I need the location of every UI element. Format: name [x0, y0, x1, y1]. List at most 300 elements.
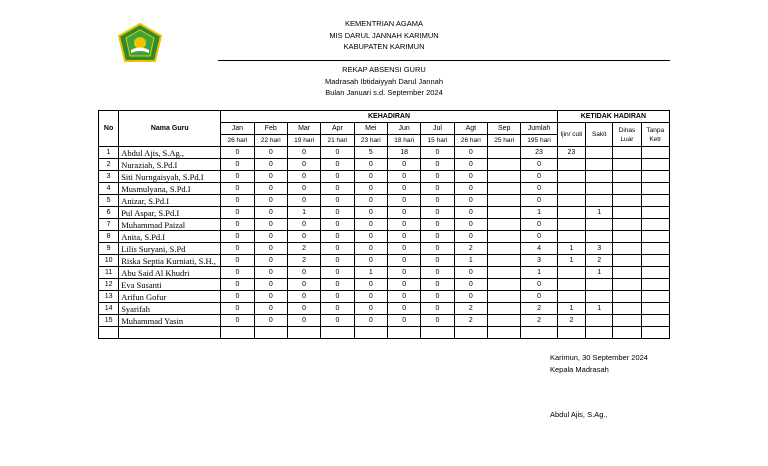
- attendance-cell: 0: [354, 279, 387, 291]
- table-body: [99, 147, 670, 339]
- attendance-cell: [488, 291, 521, 303]
- empty-cell: [221, 327, 254, 339]
- signature-block: [550, 352, 648, 376]
- col-ketidak-hadiran: KETIDAK HADIRAN: [557, 111, 669, 123]
- attendance-cell: 18: [387, 147, 420, 159]
- attendance-cell: 0: [287, 219, 320, 231]
- absence-cell: [557, 267, 585, 279]
- table-row: [99, 315, 670, 327]
- header-ministry: KEMENTRIAN AGAMA: [345, 19, 423, 28]
- empty-cell: [557, 327, 585, 339]
- attendance-cell: 2: [454, 243, 487, 255]
- attendance-cell: 0: [421, 291, 454, 303]
- teacher-name: Musmulyana, S.Pd.I: [119, 183, 221, 195]
- attendance-cell: 0: [287, 183, 320, 195]
- attendance-cell: [488, 183, 521, 195]
- month-header: Feb: [254, 123, 287, 135]
- attendance-cell: 0: [421, 159, 454, 171]
- absence-cell: 1: [557, 243, 585, 255]
- attendance-cell: 0: [421, 267, 454, 279]
- attendance-cell: 0: [521, 291, 557, 303]
- attendance-cell: 0: [221, 255, 254, 267]
- attendance-cell: 0: [321, 315, 354, 327]
- attendance-cell: 0: [287, 147, 320, 159]
- empty-cell: [99, 327, 119, 339]
- absence-cell: [641, 291, 669, 303]
- attendance-cell: 0: [221, 171, 254, 183]
- attendance-cell: [488, 219, 521, 231]
- attendance-cell: 0: [387, 279, 420, 291]
- attendance-cell: [488, 207, 521, 219]
- attendance-cell: [488, 171, 521, 183]
- attendance-cell: 0: [221, 231, 254, 243]
- days-cell: 195 hari: [521, 135, 557, 147]
- empty-cell: [641, 327, 669, 339]
- col-kehadiran: KEHADIRAN: [221, 111, 558, 123]
- absence-header: Dinas Luar: [613, 123, 641, 147]
- attendance-cell: 1: [454, 255, 487, 267]
- attendance-cell: 0: [387, 171, 420, 183]
- attendance-cell: 0: [354, 159, 387, 171]
- absence-cell: [613, 279, 641, 291]
- attendance-cell: 0: [354, 255, 387, 267]
- absence-cell: [613, 219, 641, 231]
- attendance-cell: 1: [521, 267, 557, 279]
- absence-cell: [557, 219, 585, 231]
- row-number: 11: [99, 267, 119, 279]
- attendance-cell: 0: [354, 171, 387, 183]
- attendance-cell: 2: [521, 303, 557, 315]
- attendance-cell: 0: [454, 195, 487, 207]
- attendance-cell: 0: [321, 207, 354, 219]
- attendance-cell: 0: [387, 159, 420, 171]
- absence-cell: [641, 171, 669, 183]
- empty-cell: [287, 327, 320, 339]
- table-row: [99, 219, 670, 231]
- attendance-cell: 0: [454, 267, 487, 279]
- attendance-cell: 0: [354, 243, 387, 255]
- row-number: 15: [99, 315, 119, 327]
- month-header: Mei: [354, 123, 387, 135]
- empty-row: [99, 327, 670, 339]
- row-number: 3: [99, 171, 119, 183]
- attendance-cell: 0: [454, 171, 487, 183]
- attendance-table: [98, 110, 670, 339]
- absence-cell: [613, 147, 641, 159]
- absence-cell: [613, 183, 641, 195]
- col-no: No: [99, 111, 119, 147]
- absence-cell: [586, 315, 613, 327]
- absence-cell: [641, 231, 669, 243]
- attendance-cell: 0: [421, 243, 454, 255]
- header-block: [0, 18, 768, 53]
- attendance-cell: 0: [254, 231, 287, 243]
- attendance-cell: 4: [521, 243, 557, 255]
- table-row: [99, 183, 670, 195]
- month-header: Jun: [387, 123, 420, 135]
- signature-date: Karimun, 30 September 2024: [550, 353, 648, 362]
- attendance-cell: 0: [354, 183, 387, 195]
- attendance-cell: 0: [254, 207, 287, 219]
- teacher-name: Riska Septia Kurniati, S.H.,: [119, 255, 221, 267]
- absence-cell: 1: [586, 267, 613, 279]
- header-school: MIS DARUL JANNAH KARIMUN: [329, 30, 439, 40]
- absence-cell: [613, 243, 641, 255]
- table-row: [99, 159, 670, 171]
- attendance-cell: 0: [254, 303, 287, 315]
- attendance-cell: 1: [521, 207, 557, 219]
- absence-cell: 1: [586, 207, 613, 219]
- empty-cell: [421, 327, 454, 339]
- absence-cell: [613, 159, 641, 171]
- attendance-cell: 0: [254, 171, 287, 183]
- attendance-cell: 0: [321, 171, 354, 183]
- absence-cell: [613, 291, 641, 303]
- attendance-cell: [488, 231, 521, 243]
- attendance-cell: 0: [254, 279, 287, 291]
- row-number: 5: [99, 195, 119, 207]
- attendance-cell: 0: [254, 267, 287, 279]
- days-cell: 26 hari: [221, 135, 254, 147]
- attendance-cell: 0: [454, 231, 487, 243]
- row-number: 12: [99, 279, 119, 291]
- attendance-cell: 0: [321, 219, 354, 231]
- absence-cell: [613, 255, 641, 267]
- empty-cell: [254, 327, 287, 339]
- attendance-cell: 0: [221, 303, 254, 315]
- attendance-cell: 0: [521, 231, 557, 243]
- teacher-name: Eva Susanti: [119, 279, 221, 291]
- attendance-cell: 0: [387, 303, 420, 315]
- absence-cell: [641, 183, 669, 195]
- absence-cell: 1: [586, 303, 613, 315]
- absence-cell: [586, 159, 613, 171]
- attendance-cell: 0: [354, 291, 387, 303]
- report-period: Bulan Januari s.d. September 2024: [325, 88, 443, 97]
- teacher-name: Abu Said Al Khudri: [119, 267, 221, 279]
- attendance-cell: 5: [354, 147, 387, 159]
- attendance-cell: 0: [387, 207, 420, 219]
- attendance-cell: 2: [454, 303, 487, 315]
- row-number: 9: [99, 243, 119, 255]
- attendance-cell: 0: [387, 243, 420, 255]
- absence-cell: [641, 243, 669, 255]
- attendance-cell: 0: [287, 171, 320, 183]
- attendance-cell: 0: [454, 159, 487, 171]
- attendance-cell: 0: [321, 195, 354, 207]
- absence-cell: [586, 231, 613, 243]
- empty-cell: [321, 327, 354, 339]
- attendance-cell: 0: [421, 207, 454, 219]
- attendance-cell: 0: [321, 291, 354, 303]
- attendance-cell: 0: [321, 159, 354, 171]
- attendance-cell: 0: [287, 303, 320, 315]
- attendance-cell: 0: [354, 195, 387, 207]
- days-cell: 15 hari: [421, 135, 454, 147]
- attendance-cell: 23: [521, 147, 557, 159]
- days-cell: 25 hari: [488, 135, 521, 147]
- absence-cell: [586, 219, 613, 231]
- absence-cell: [613, 303, 641, 315]
- row-number: 8: [99, 231, 119, 243]
- attendance-cell: 0: [321, 303, 354, 315]
- attendance-cell: 0: [387, 315, 420, 327]
- attendance-cell: 0: [287, 231, 320, 243]
- days-cell: 26 hari: [454, 135, 487, 147]
- attendance-cell: 0: [221, 183, 254, 195]
- attendance-cell: 0: [321, 255, 354, 267]
- attendance-cell: 0: [354, 315, 387, 327]
- empty-cell: [613, 327, 641, 339]
- attendance-cell: 0: [421, 219, 454, 231]
- absence-cell: [641, 219, 669, 231]
- absence-cell: [613, 195, 641, 207]
- empty-cell: [488, 327, 521, 339]
- absence-header: Sakit: [586, 123, 613, 147]
- attendance-cell: 0: [521, 279, 557, 291]
- table-row: [99, 171, 670, 183]
- attendance-cell: 1: [354, 267, 387, 279]
- table-row: [99, 279, 670, 291]
- absence-cell: 3: [586, 243, 613, 255]
- row-number: 7: [99, 219, 119, 231]
- attendance-cell: 0: [421, 279, 454, 291]
- attendance-cell: 0: [321, 267, 354, 279]
- attendance-cell: 0: [354, 207, 387, 219]
- attendance-cell: 0: [221, 147, 254, 159]
- attendance-cell: 0: [421, 183, 454, 195]
- attendance-cell: 0: [387, 195, 420, 207]
- attendance-cell: 0: [521, 195, 557, 207]
- table-row: [99, 255, 670, 267]
- attendance-cell: 0: [221, 219, 254, 231]
- teacher-name: Arifun Gofur: [119, 291, 221, 303]
- empty-cell: [454, 327, 487, 339]
- empty-cell: [119, 327, 221, 339]
- attendance-cell: 0: [287, 315, 320, 327]
- attendance-cell: 0: [221, 159, 254, 171]
- attendance-cell: 0: [421, 195, 454, 207]
- attendance-cell: 0: [421, 255, 454, 267]
- attendance-cell: 0: [254, 159, 287, 171]
- table-row: [99, 291, 670, 303]
- attendance-cell: [488, 147, 521, 159]
- attendance-cell: 0: [521, 171, 557, 183]
- absence-cell: [641, 195, 669, 207]
- absence-cell: [557, 291, 585, 303]
- days-cell: 23 hari: [354, 135, 387, 147]
- days-cell: 19 hari: [287, 135, 320, 147]
- attendance-cell: 0: [221, 195, 254, 207]
- absence-cell: [613, 231, 641, 243]
- attendance-cell: 0: [421, 315, 454, 327]
- attendance-cell: 0: [254, 315, 287, 327]
- report-school: Madrasah Ibtidaiyyah Darul Jannah: [325, 76, 443, 86]
- table-row: [99, 303, 670, 315]
- attendance-cell: 2: [454, 315, 487, 327]
- attendance-cell: 0: [287, 279, 320, 291]
- absence-cell: [613, 315, 641, 327]
- absence-cell: 1: [557, 303, 585, 315]
- attendance-cell: 0: [521, 183, 557, 195]
- attendance-cell: 0: [287, 159, 320, 171]
- absence-cell: [586, 183, 613, 195]
- teacher-name: Nuraziah, S.Pd.I: [119, 159, 221, 171]
- attendance-cell: 0: [421, 171, 454, 183]
- report-title-block: [0, 64, 768, 99]
- absence-cell: [586, 147, 613, 159]
- attendance-cell: 0: [387, 267, 420, 279]
- absence-cell: [586, 195, 613, 207]
- absence-cell: [641, 279, 669, 291]
- attendance-cell: [488, 267, 521, 279]
- absence-cell: [557, 231, 585, 243]
- row-number: 2: [99, 159, 119, 171]
- absence-cell: [557, 207, 585, 219]
- attendance-cell: 0: [387, 183, 420, 195]
- absence-cell: [586, 291, 613, 303]
- header-region: KABUPATEN KARIMUN: [343, 42, 425, 51]
- absence-cell: [557, 195, 585, 207]
- attendance-cell: 0: [254, 147, 287, 159]
- month-header: Jan: [221, 123, 254, 135]
- attendance-cell: [488, 243, 521, 255]
- attendance-cell: 0: [454, 279, 487, 291]
- attendance-cell: [488, 255, 521, 267]
- teacher-name: Pul Aspar, S.Pd.I: [119, 207, 221, 219]
- attendance-cell: 0: [387, 291, 420, 303]
- attendance-cell: 0: [354, 231, 387, 243]
- absence-cell: 1: [557, 255, 585, 267]
- attendance-cell: 0: [221, 279, 254, 291]
- attendance-cell: 2: [287, 255, 320, 267]
- table-row: [99, 147, 670, 159]
- attendance-cell: 0: [387, 255, 420, 267]
- absence-cell: [641, 147, 669, 159]
- attendance-cell: 0: [354, 219, 387, 231]
- attendance-cell: 0: [221, 207, 254, 219]
- row-number: 14: [99, 303, 119, 315]
- attendance-cell: 0: [521, 159, 557, 171]
- attendance-cell: 0: [221, 315, 254, 327]
- absence-cell: [641, 207, 669, 219]
- attendance-cell: 0: [254, 195, 287, 207]
- table-row: [99, 231, 670, 243]
- teacher-name: Abdul Ajis, S.Ag.,: [119, 147, 221, 159]
- days-cell: 21 hari: [321, 135, 354, 147]
- col-name: Nama Guru: [119, 111, 221, 147]
- teacher-name: Anita, S.Pd.I: [119, 231, 221, 243]
- month-header: Jumlah: [521, 123, 557, 135]
- empty-cell: [387, 327, 420, 339]
- attendance-cell: 3: [521, 255, 557, 267]
- attendance-cell: 0: [454, 207, 487, 219]
- attendance-cell: 0: [387, 231, 420, 243]
- teacher-name: Siti Nurngaisyah, S.Pd.I: [119, 171, 221, 183]
- month-header: Sep: [488, 123, 521, 135]
- attendance-cell: 2: [287, 243, 320, 255]
- attendance-cell: 0: [421, 303, 454, 315]
- row-number: 1: [99, 147, 119, 159]
- table-row: [99, 195, 670, 207]
- signature-position: Kepala Madrasah: [550, 365, 609, 374]
- month-header: Apr: [321, 123, 354, 135]
- month-header: Jul: [421, 123, 454, 135]
- absence-cell: 2: [586, 255, 613, 267]
- attendance-cell: 0: [454, 147, 487, 159]
- teacher-name: Muhammad Yasin: [119, 315, 221, 327]
- absence-cell: [557, 159, 585, 171]
- absence-cell: [586, 171, 613, 183]
- month-header: Agt: [454, 123, 487, 135]
- attendance-cell: 0: [254, 183, 287, 195]
- attendance-cell: 0: [454, 183, 487, 195]
- absence-cell: [613, 171, 641, 183]
- absence-cell: [641, 303, 669, 315]
- attendance-cell: 0: [221, 243, 254, 255]
- absence-header: Ijin/ cuti: [557, 123, 585, 147]
- attendance-cell: 0: [321, 279, 354, 291]
- row-number: 13: [99, 291, 119, 303]
- absence-cell: [613, 267, 641, 279]
- attendance-cell: 0: [321, 147, 354, 159]
- absence-cell: [613, 207, 641, 219]
- absence-cell: [557, 171, 585, 183]
- attendance-cell: 0: [321, 231, 354, 243]
- absence-cell: [557, 183, 585, 195]
- table-row: [99, 207, 670, 219]
- attendance-cell: 0: [521, 219, 557, 231]
- empty-cell: [586, 327, 613, 339]
- attendance-cell: 0: [254, 243, 287, 255]
- attendance-cell: 0: [454, 219, 487, 231]
- days-cell: 22 hari: [254, 135, 287, 147]
- teacher-name: Muhammad Paizal: [119, 219, 221, 231]
- attendance-cell: 0: [221, 291, 254, 303]
- row-number: 4: [99, 183, 119, 195]
- attendance-cell: [488, 315, 521, 327]
- attendance-cell: 0: [254, 291, 287, 303]
- teacher-name: Syarifah: [119, 303, 221, 315]
- attendance-cell: 0: [287, 291, 320, 303]
- attendance-cell: 2: [521, 315, 557, 327]
- teacher-name: Anizar, S.Pd.I: [119, 195, 221, 207]
- absence-header: Tanpa Ketr: [641, 123, 669, 147]
- header-rule: [218, 60, 670, 61]
- teacher-name: Lilis Suryani, S.Pd: [119, 243, 221, 255]
- absence-cell: [641, 159, 669, 171]
- attendance-cell: 0: [287, 267, 320, 279]
- attendance-cell: 0: [421, 147, 454, 159]
- attendance-cell: [488, 303, 521, 315]
- report-title: REKAP ABSENSI GURU: [342, 65, 426, 74]
- empty-cell: [521, 327, 557, 339]
- attendance-cell: [488, 159, 521, 171]
- attendance-cell: 0: [387, 219, 420, 231]
- attendance-cell: 0: [221, 267, 254, 279]
- absence-cell: [641, 267, 669, 279]
- absence-cell: 23: [557, 147, 585, 159]
- absence-cell: [586, 279, 613, 291]
- attendance-cell: 0: [354, 303, 387, 315]
- attendance-cell: 1: [287, 207, 320, 219]
- absence-cell: [641, 315, 669, 327]
- attendance-cell: [488, 279, 521, 291]
- attendance-cell: 0: [254, 255, 287, 267]
- absence-cell: [557, 279, 585, 291]
- absence-cell: [641, 255, 669, 267]
- row-number: 10: [99, 255, 119, 267]
